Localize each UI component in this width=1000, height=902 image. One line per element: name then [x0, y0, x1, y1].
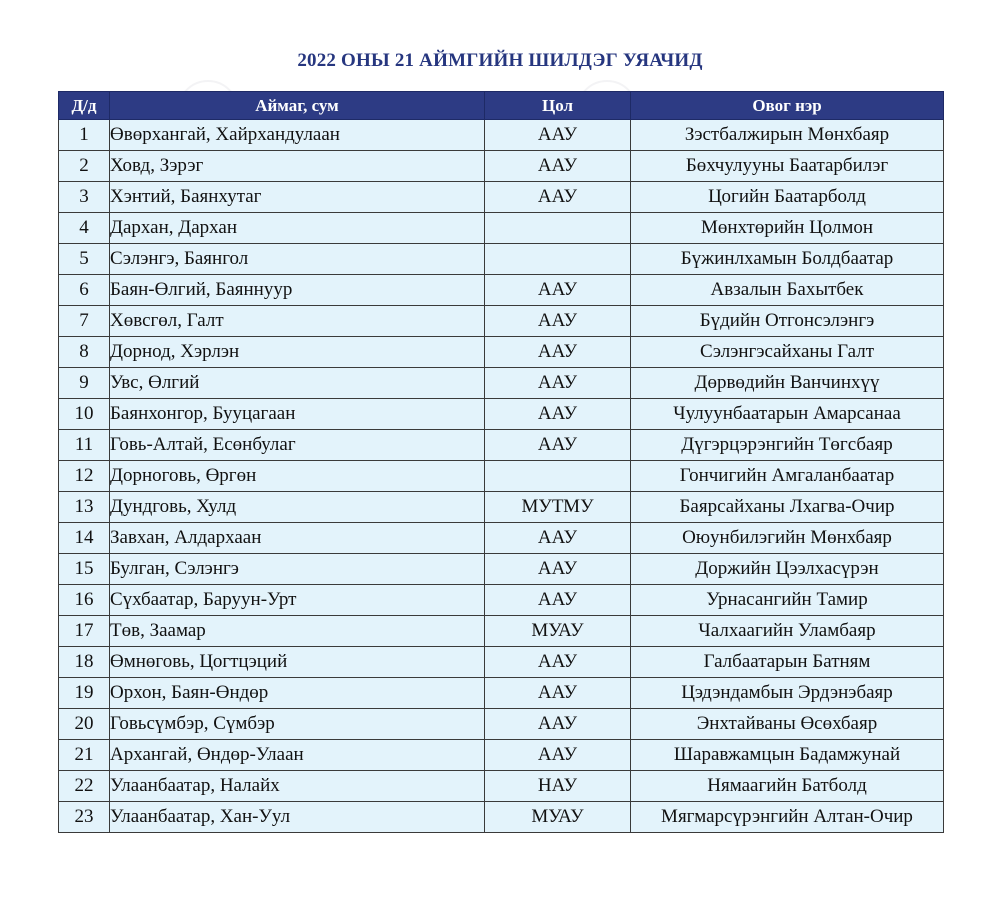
cell-title: ААУ — [485, 740, 631, 771]
cell-title: ААУ — [485, 337, 631, 368]
column-header-title: Цол — [485, 92, 631, 120]
cell-province: Булган, Сэлэнгэ — [110, 554, 485, 585]
cell-province: Улаанбаатар, Хан-Уул — [110, 802, 485, 833]
cell-province: Увс, Өлгий — [110, 368, 485, 399]
cell-province: Өвөрхангай, Хайрхандулаан — [110, 120, 485, 151]
cell-title: ААУ — [485, 368, 631, 399]
cell-name: Шаравжамцын Бадамжунай — [631, 740, 944, 771]
cell-title: ААУ — [485, 182, 631, 213]
cell-province: Баян-Өлгий, Баяннуур — [110, 275, 485, 306]
cell-title: НАУ — [485, 771, 631, 802]
table-row — [59, 337, 944, 368]
cell-number: 19 — [59, 678, 110, 709]
cell-number: 4 — [59, 213, 110, 244]
cell-number: 1 — [59, 120, 110, 151]
cell-title — [485, 213, 631, 244]
cell-name: Бөхчулууны Баатарбилэг — [631, 151, 944, 182]
table-body — [59, 120, 944, 833]
cell-title: МУАУ — [485, 802, 631, 833]
table-row — [59, 430, 944, 461]
cell-name: Галбаатарын Батням — [631, 647, 944, 678]
cell-name: Баярсайханы Лхагва-Очир — [631, 492, 944, 523]
table-row — [59, 585, 944, 616]
ranking-table — [58, 91, 944, 833]
cell-title: ААУ — [485, 523, 631, 554]
cell-name: Сэлэнгэсайханы Галт — [631, 337, 944, 368]
cell-name: Цэдэндамбын Эрдэнэбаяр — [631, 678, 944, 709]
cell-number: 13 — [59, 492, 110, 523]
cell-name: Зэстбалжирын Мөнхбаяр — [631, 120, 944, 151]
cell-name: Урнасангийн Тамир — [631, 585, 944, 616]
column-header-number: Д/д — [59, 92, 110, 120]
cell-title: ААУ — [485, 120, 631, 151]
cell-name: Бүжинлхамын Болдбаатар — [631, 244, 944, 275]
cell-province: Говь-Алтай, Есөнбулаг — [110, 430, 485, 461]
cell-title: ААУ — [485, 709, 631, 740]
table-row — [59, 492, 944, 523]
cell-name: Мөнхтөрийн Цолмон — [631, 213, 944, 244]
cell-name: Доржийн Цээлхасүрэн — [631, 554, 944, 585]
cell-name: Авзалын Бахытбек — [631, 275, 944, 306]
table-row — [59, 275, 944, 306]
cell-number: 2 — [59, 151, 110, 182]
table-row — [59, 461, 944, 492]
cell-number: 21 — [59, 740, 110, 771]
table-row — [59, 740, 944, 771]
cell-number: 16 — [59, 585, 110, 616]
table-header-row — [59, 92, 944, 120]
cell-title: ААУ — [485, 554, 631, 585]
cell-province: Дорнод, Хэрлэн — [110, 337, 485, 368]
cell-name: Дүгэрцэрэнгийн Төгсбаяр — [631, 430, 944, 461]
table-row — [59, 306, 944, 337]
cell-number: 10 — [59, 399, 110, 430]
cell-name: Бүдийн Отгонсэлэнгэ — [631, 306, 944, 337]
cell-number: 11 — [59, 430, 110, 461]
table-row — [59, 182, 944, 213]
cell-title: ААУ — [485, 585, 631, 616]
cell-province: Төв, Заамар — [110, 616, 485, 647]
cell-title — [485, 244, 631, 275]
cell-number: 15 — [59, 554, 110, 585]
cell-number: 18 — [59, 647, 110, 678]
cell-number: 14 — [59, 523, 110, 554]
cell-province: Улаанбаатар, Налайх — [110, 771, 485, 802]
cell-province: Баянхонгор, Бууцагаан — [110, 399, 485, 430]
table-row — [59, 523, 944, 554]
cell-title — [485, 461, 631, 492]
cell-province: Дархан, Дархан — [110, 213, 485, 244]
cell-title: МУТМУ — [485, 492, 631, 523]
cell-name: Дөрвөдийн Ванчинхүү — [631, 368, 944, 399]
table-row — [59, 554, 944, 585]
table-row — [59, 368, 944, 399]
cell-title: ААУ — [485, 678, 631, 709]
table-row — [59, 771, 944, 802]
table-row — [59, 244, 944, 275]
cell-name: Мягмарсүрэнгийн Алтан-Очир — [631, 802, 944, 833]
cell-province: Архангай, Өндөр-Улаан — [110, 740, 485, 771]
table-row — [59, 647, 944, 678]
cell-province: Говьсүмбэр, Сүмбэр — [110, 709, 485, 740]
column-header-name: Овог нэр — [631, 92, 944, 120]
cell-number: 17 — [59, 616, 110, 647]
table-row — [59, 802, 944, 833]
cell-name: Чалхаагийн Уламбаяр — [631, 616, 944, 647]
cell-title: ААУ — [485, 647, 631, 678]
cell-title: ААУ — [485, 275, 631, 306]
cell-number: 8 — [59, 337, 110, 368]
cell-name: Чулуунбаатарын Амарсанаа — [631, 399, 944, 430]
cell-number: 9 — [59, 368, 110, 399]
cell-province: Хэнтий, Баянхутаг — [110, 182, 485, 213]
cell-title: МУАУ — [485, 616, 631, 647]
cell-name: Энхтайваны Өсөхбаяр — [631, 709, 944, 740]
cell-province: Өмнөговь, Цогтцэций — [110, 647, 485, 678]
table-row — [59, 678, 944, 709]
cell-number: 7 — [59, 306, 110, 337]
cell-province: Сүхбаатар, Баруун-Урт — [110, 585, 485, 616]
cell-title: ААУ — [485, 399, 631, 430]
cell-number: 20 — [59, 709, 110, 740]
cell-number: 5 — [59, 244, 110, 275]
cell-number: 12 — [59, 461, 110, 492]
cell-title: ААУ — [485, 430, 631, 461]
cell-province: Дорноговь, Өргөн — [110, 461, 485, 492]
table-row — [59, 151, 944, 182]
cell-province: Орхон, Баян-Өндөр — [110, 678, 485, 709]
cell-number: 22 — [59, 771, 110, 802]
table-row — [59, 399, 944, 430]
table-row — [59, 709, 944, 740]
cell-title: ААУ — [485, 151, 631, 182]
cell-province: Хөвсгөл, Галт — [110, 306, 485, 337]
cell-name: Оюунбилэгийн Мөнхбаяр — [631, 523, 944, 554]
cell-name: Цогийн Баатарболд — [631, 182, 944, 213]
cell-province: Завхан, Алдархаан — [110, 523, 485, 554]
column-header-province: Аймаг, сум — [110, 92, 485, 120]
page-title: 2022 ОНЫ 21 АЙМГИЙН ШИЛДЭГ УЯАЧИД — [297, 50, 703, 71]
cell-name: Гончигийн Амгаланбаатар — [631, 461, 944, 492]
cell-province: Сэлэнгэ, Баянгол — [110, 244, 485, 275]
cell-title: ААУ — [485, 306, 631, 337]
cell-number: 23 — [59, 802, 110, 833]
cell-province: Ховд, Зэрэг — [110, 151, 485, 182]
table-row — [59, 120, 944, 151]
table-row — [59, 213, 944, 244]
cell-number: 6 — [59, 275, 110, 306]
cell-number: 3 — [59, 182, 110, 213]
cell-province: Дундговь, Хулд — [110, 492, 485, 523]
cell-name: Нямаагийн Батболд — [631, 771, 944, 802]
table-row — [59, 616, 944, 647]
